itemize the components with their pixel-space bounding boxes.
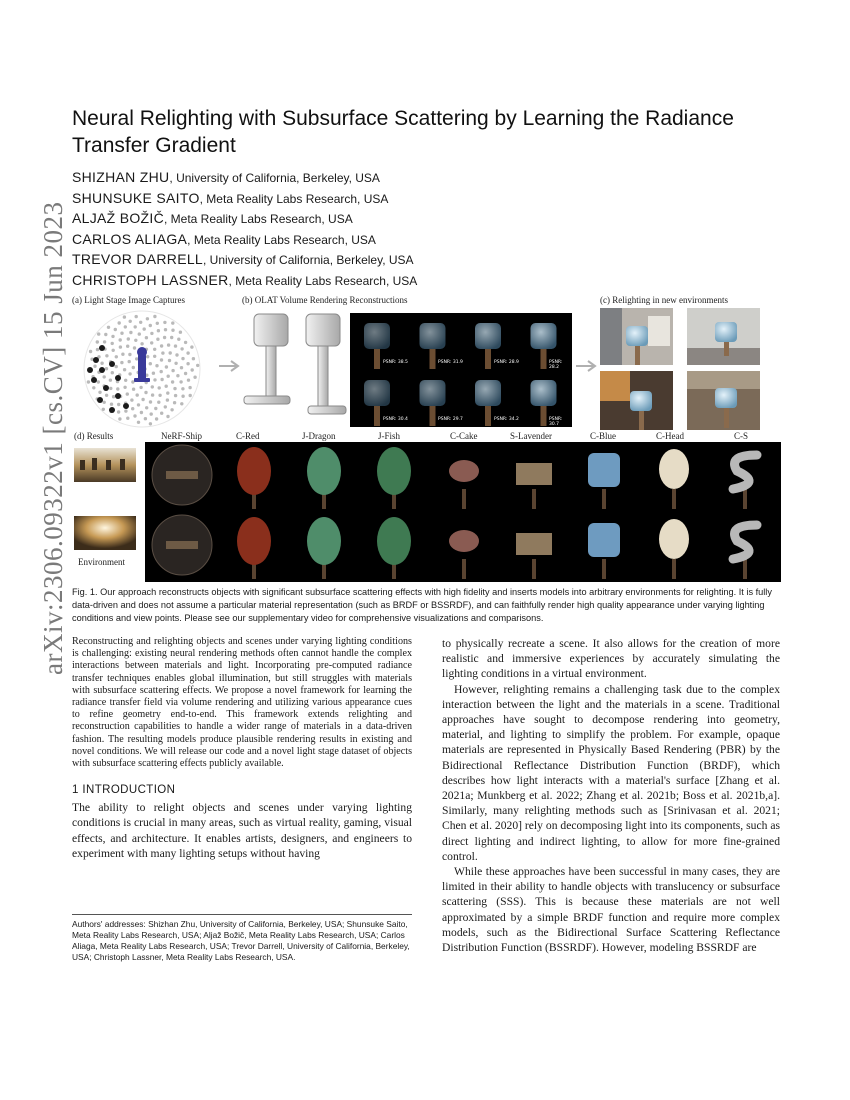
light-dot [160, 412, 163, 415]
olat-stand [485, 406, 491, 426]
light-dot [115, 355, 118, 358]
light-dot [166, 391, 169, 394]
light-dot [114, 328, 117, 331]
light-dot [150, 412, 153, 415]
object-stand [672, 559, 676, 579]
light-dot [104, 333, 107, 336]
light-dot [176, 374, 179, 377]
active-light [97, 397, 103, 403]
column-label-nerf-ship: NeRF-Ship [161, 431, 203, 441]
environment-label: Environment [78, 557, 125, 567]
figure-label-a: (a) Light Stage Image Captures [72, 295, 185, 305]
results-grid [145, 442, 781, 582]
light-dot [149, 422, 152, 425]
object-stand [602, 559, 606, 579]
column-label-c-head: C-Head [656, 431, 684, 441]
light-dot [116, 387, 119, 390]
olat-cube [420, 323, 446, 349]
light-dot [112, 349, 115, 352]
ship-hull [166, 541, 198, 549]
light-dot [196, 364, 199, 367]
object-shape [516, 533, 552, 555]
light-dot [123, 368, 126, 371]
light-dot [137, 403, 140, 406]
light-dot [180, 347, 183, 350]
light-dot [175, 353, 178, 356]
light-dot [186, 351, 189, 354]
light-dot [163, 336, 166, 339]
arrow-icon [218, 360, 240, 372]
olat-stand [374, 406, 380, 426]
light-dot [124, 325, 127, 328]
right-column [442, 636, 780, 955]
authors-addresses-footnote: Authors' addresses: Shizhan Zhu, University of California, Berkeley, USA; Shunsuke Saito, Meta Reality Labs Research, USA; Aljaž Božič, Meta Reality Labs Research, USA; Carlos Aliaga, Meta Reality Labs Research, USA; Trevor Darrell, University of California, Berkeley, USA; Christoph Lassner, Meta Reality Labs Research, USA. [72, 914, 412, 963]
light-dot [153, 315, 156, 318]
object-shape [588, 523, 620, 557]
light-dot [143, 327, 146, 330]
active-light [115, 393, 121, 399]
light-dot [156, 338, 159, 341]
column-label-c-s: C-S [734, 431, 749, 441]
light-dot [158, 386, 161, 389]
light-dot [158, 394, 161, 397]
light-dot [171, 380, 174, 383]
light-dot [127, 337, 130, 340]
active-light [93, 357, 99, 363]
light-dot [118, 417, 121, 420]
light-dot [165, 385, 168, 388]
mesh-reconstructions [240, 308, 350, 426]
object-stand [532, 489, 536, 509]
light-dot [100, 362, 103, 365]
light-dot [166, 415, 169, 418]
light-dot [150, 332, 153, 335]
light-dot [144, 417, 147, 420]
light-dot [166, 398, 169, 401]
olat-stand [541, 349, 547, 369]
light-dot [93, 365, 96, 368]
olat-stand [541, 406, 547, 426]
olat-stand [374, 349, 380, 369]
light-dot [188, 386, 191, 389]
psnr-label: PSNR: 34.2 [494, 417, 519, 422]
author-name: CARLOS ALIAGA [72, 230, 188, 247]
light-dot [130, 398, 133, 401]
light-dot [109, 379, 112, 382]
author-entry [72, 209, 792, 230]
environment-map-1 [74, 448, 136, 482]
light-dot [173, 401, 176, 404]
light-dot [153, 355, 156, 358]
environment-map-2 [74, 516, 136, 550]
psnr-label: PSNR: 29.7 [438, 417, 463, 422]
light-dot [189, 394, 192, 397]
object-shape [237, 517, 271, 565]
body-paragraph: However, relighting remains a challenging task due to the complex interaction between the light and the materials in a scene. Traditional approaches have sought to decompose rendering into geometry, material, and lighting to simplify the problem. For example, opaque materials are represented in Physically Based Rendering (PBR) by the Bidirectional Reflectance Distribution Function (BRDF), which describes how light interacts with a material's surface [Zhang et al. 2021a; Munkberg et al. 2022; Zhang et al. 2021b; Boss et al. 2021b,a]. Similarly, many relighting methods such as [Srinivasan et al. 2021; Chen et al. 2020] rely on decomposing light into its components, such as direct lighting and indirect lighting, to allow for more fine-grained control. [442, 682, 780, 863]
author-name: TREVOR DARRELL [72, 251, 204, 267]
object-stand [602, 489, 606, 509]
light-dot [192, 357, 195, 360]
active-light [123, 403, 129, 409]
light-dot [149, 324, 152, 327]
olat-cube [475, 380, 501, 406]
arxiv-stamp [8, 201, 68, 680]
light-dot [97, 332, 100, 335]
light-dot [128, 360, 131, 363]
light-dot [174, 394, 177, 397]
light-dot [154, 407, 157, 410]
light-dot [171, 369, 174, 372]
light-dot [123, 386, 126, 389]
light-dot [129, 331, 132, 334]
left-column [72, 636, 412, 861]
object-shape [659, 449, 689, 489]
light-dot [184, 372, 187, 375]
object-stand [462, 489, 466, 509]
olat-cube [531, 380, 557, 406]
olat-cube [364, 323, 390, 349]
olat-stand [430, 406, 436, 426]
light-dot [124, 379, 127, 382]
light-dot [144, 391, 147, 394]
light-dot [110, 403, 113, 406]
intro-paragraph: The ability to relight objects and scenes under varying lighting conditions is crucial in many areas, such as virtual reality, gaming, visual effects, and architecture. It enables artists, designers, and engineers to experiment with many lighting setups without having [72, 801, 412, 860]
light-dot [146, 317, 149, 320]
author-name: CHRISTOPH LASSNER [72, 271, 229, 288]
light-dot [124, 409, 127, 412]
light-dot [129, 320, 132, 323]
light-dot [174, 362, 177, 365]
light-dot [118, 321, 121, 324]
light-stage-dome [72, 308, 212, 430]
relighting-environments [600, 308, 760, 430]
column-label-j-dragon: J-Dragon [302, 431, 336, 441]
light-dot [138, 332, 141, 335]
author-entry [72, 271, 792, 292]
light-dot [117, 403, 120, 406]
light-dot [115, 365, 118, 368]
object-stand [672, 489, 676, 509]
object-shape [307, 447, 341, 495]
light-dot [153, 348, 156, 351]
light-dot [169, 351, 172, 354]
light-dot [126, 392, 129, 395]
light-dot [173, 387, 176, 390]
light-dot [102, 408, 105, 411]
light-dot [128, 372, 131, 375]
author-name: SHUNSUKE SAITO [72, 189, 200, 206]
light-dot [105, 354, 108, 357]
olat-cube [475, 323, 501, 349]
active-light [103, 385, 109, 391]
light-dot [180, 366, 183, 369]
object-shape [377, 517, 411, 565]
light-dot [134, 339, 137, 342]
light-dot [149, 400, 152, 403]
author-name: SHIZHAN ZHU [72, 169, 170, 185]
light-dot [111, 342, 114, 345]
arrow-icon [575, 360, 597, 372]
light-dot [155, 417, 158, 420]
paper-title: Neural Relighting with Subsurface Scattering by Learning the Radiance Transfer Gradient [72, 107, 734, 157]
author-affiliation: , University of California, Berkeley, USA [169, 171, 380, 185]
body-paragraph: to physically recreate a scene. It also allows for the creation of more realistic and immersive experiences by accurately simulating the lighting conditions in a virtual environment. [442, 637, 780, 681]
light-dot [98, 391, 101, 394]
column-label-c-red: C-Red [236, 431, 260, 441]
light-dot [151, 385, 154, 388]
light-dot [163, 321, 166, 324]
light-dot [164, 405, 167, 408]
light-dot [156, 322, 159, 325]
figure-label-d: (d) Results [74, 431, 114, 441]
object-shape [516, 463, 552, 485]
light-dot [111, 335, 114, 338]
olat-render-images [350, 313, 572, 427]
object-shape [237, 447, 271, 495]
light-dot [160, 378, 163, 381]
object-stand [743, 489, 747, 509]
author-entry [72, 189, 792, 210]
light-dot [187, 379, 190, 382]
light-dot [139, 386, 142, 389]
object-shape [307, 517, 341, 565]
light-dot [161, 351, 164, 354]
light-dot [92, 386, 95, 389]
author-affiliation: , Meta Reality Labs Research, USA [163, 212, 353, 226]
object-shape [449, 460, 479, 482]
light-dot [140, 342, 143, 345]
light-dot [174, 344, 177, 347]
light-dot [153, 378, 156, 381]
light-dot [131, 407, 134, 410]
light-dot [111, 371, 114, 374]
active-light [109, 407, 115, 413]
object-shape [588, 453, 620, 487]
light-dot [103, 375, 106, 378]
active-light [99, 367, 105, 373]
light-dot [105, 367, 108, 370]
psnr-label: PSNR: 38.5 [383, 360, 408, 365]
light-dot [97, 380, 100, 383]
light-dot [119, 345, 122, 348]
light-dot [87, 380, 90, 383]
active-light [91, 377, 97, 383]
figure-label-c: (c) Relighting in new environments [600, 295, 728, 305]
light-dot [121, 353, 124, 356]
active-light [109, 361, 115, 367]
object-shape [377, 447, 411, 495]
light-dot [170, 336, 173, 339]
light-dot [164, 328, 167, 331]
author-affiliation: , Meta Reality Labs Research, USA [199, 191, 389, 206]
light-dot [171, 321, 174, 324]
light-dot [140, 411, 143, 414]
light-dot [119, 338, 122, 341]
object-shape [659, 519, 689, 559]
active-light [115, 375, 121, 381]
light-dot [149, 362, 152, 365]
column-label-c-cake: C-Cake [450, 431, 478, 441]
object-shape [449, 530, 479, 552]
light-dot [89, 350, 92, 353]
light-dot [171, 329, 174, 332]
author-affiliation: , Meta Reality Labs Research, USA [187, 232, 376, 247]
light-dot [112, 395, 115, 398]
light-dot [181, 387, 184, 390]
active-light [99, 345, 105, 351]
light-dot [107, 326, 110, 329]
light-dot [167, 375, 170, 378]
object-stand [743, 559, 747, 579]
light-dot [137, 421, 140, 424]
light-dot [109, 387, 112, 390]
light-dot [180, 402, 183, 405]
light-dot [126, 345, 129, 348]
light-dot [133, 346, 136, 349]
author-entry [72, 168, 792, 189]
light-dot [160, 370, 163, 373]
light-dot [123, 315, 126, 318]
light-dot [103, 340, 106, 343]
light-dot [193, 376, 196, 379]
author-entry [72, 250, 792, 271]
column-label-j-fish: J-Fish [378, 431, 401, 441]
author-affiliation: , Meta Reality Labs Research, USA [228, 273, 418, 288]
light-dot [179, 380, 182, 383]
psnr-label: PSNR: 28.9 [494, 360, 519, 365]
olat-render-grid [350, 313, 572, 427]
abstract: Reconstructing and relighting objects and scenes under varying lighting conditions is challenging: existing neural rendering methods often cannot handle the complex interactions between materials and light. Incorporating pre-computed radiance transfer techniques enables global illumination, but still struggles with materials with subsurface scattering effects. We propose a novel framework for learning the radiance transfer field via volume rendering and utilizing various appearance cues to refine geometry end-to-end. This framework extends relighting and reconstruction capabilities to handle a wider range of materials in a data-driven fashion. The resulting models produce plausible rendering results in existing and novel conditions. We will release our code and a novel light stage dataset of objects with subsurface scattering effects publicly available. [72, 636, 412, 770]
olat-cube [531, 323, 557, 349]
light-dot [141, 398, 144, 401]
light-dot [139, 321, 142, 324]
light-dot [134, 325, 137, 328]
body-paragraph: While these approaches have been successful in many cases, they are limited in their ability to handle objects with translucency or subsurface scattering (SSS). This is because these materials are not well approximated by a simple BRDF function and require more complex models, such as the Bidirectional Surface Scattering Reflectance Distribution Function (BSSRDF). However, modeling BSSRDF are [442, 865, 780, 955]
light-dot [133, 414, 136, 417]
light-dot [145, 406, 148, 409]
light-dot [117, 410, 120, 413]
light-dot [191, 368, 194, 371]
light-dot [120, 332, 123, 335]
light-dot [190, 345, 193, 348]
figure-caption: Fig. 1. Our approach reconstructs objects with significant subsurface scattering effects with high fidelity and inserts models into arbitrary environments for relighting. It is fully data-driven and does not assume a particular material representation (such as BRDF or BSSRDF), and can faithfully render high quality appearance under varying lighting conditions and view points. Please see our supplementary video for comprehensive visualizations and comparisons. [72, 587, 772, 623]
object-stand [462, 559, 466, 579]
light-dot [136, 393, 139, 396]
column-label-c-blue: C-Blue [590, 431, 616, 441]
light-dot [179, 331, 182, 334]
light-dot [186, 362, 189, 365]
light-dot [151, 393, 154, 396]
light-dot [177, 338, 180, 341]
light-dot [135, 315, 138, 318]
light-dot [155, 364, 158, 367]
light-dot [103, 401, 106, 404]
psnr-label: PSNR: 30.4 [383, 417, 408, 422]
light-dot [128, 353, 131, 356]
olat-stand [485, 349, 491, 369]
light-dot [105, 394, 108, 397]
section-heading-introduction: 1 INTRODUCTION [72, 784, 176, 797]
author-list [72, 168, 792, 291]
light-dot [157, 401, 160, 404]
light-dot [146, 355, 149, 358]
psnr-label: PSNR: 30.7 [549, 417, 563, 427]
light-dot [160, 358, 163, 361]
figure-label-b: (b) OLAT Volume Rendering Reconstructions [242, 295, 408, 305]
arxiv-stamp-text: arXiv:2306.09322v1 [cs.CV] 15 Jun 2023 [38, 201, 68, 675]
light-dot [132, 366, 135, 369]
column-label-s-lavender: S-Lavender [510, 431, 552, 441]
ship-hull [166, 471, 198, 479]
light-dot [126, 417, 129, 420]
light-dot [150, 341, 153, 344]
light-dot [135, 357, 138, 360]
light-dot [152, 372, 155, 375]
author-name: ALJAŽ BOŽIČ [72, 210, 164, 226]
olat-cube [364, 380, 390, 406]
light-dot [168, 359, 171, 362]
light-dot [181, 357, 184, 360]
light-dot [157, 329, 160, 332]
light-dot [145, 336, 148, 339]
active-light [87, 367, 93, 373]
light-dot [167, 343, 170, 346]
author-affiliation: , University of California, Berkeley, USA [203, 253, 414, 267]
light-dot [160, 344, 163, 347]
light-dot [120, 361, 123, 364]
light-dot [132, 388, 135, 391]
light-dot [96, 348, 99, 351]
psnr-label: PSNR: 31.9 [438, 360, 463, 365]
olat-cube [420, 380, 446, 406]
light-dot [165, 365, 168, 368]
light-dot [170, 408, 173, 411]
light-dot [96, 340, 99, 343]
object-stand [532, 559, 536, 579]
author-entry [72, 230, 792, 251]
light-dot [184, 341, 187, 344]
light-dot [181, 395, 184, 398]
olat-stand [430, 349, 436, 369]
psnr-label: PSNR: 28.2 [549, 360, 563, 370]
